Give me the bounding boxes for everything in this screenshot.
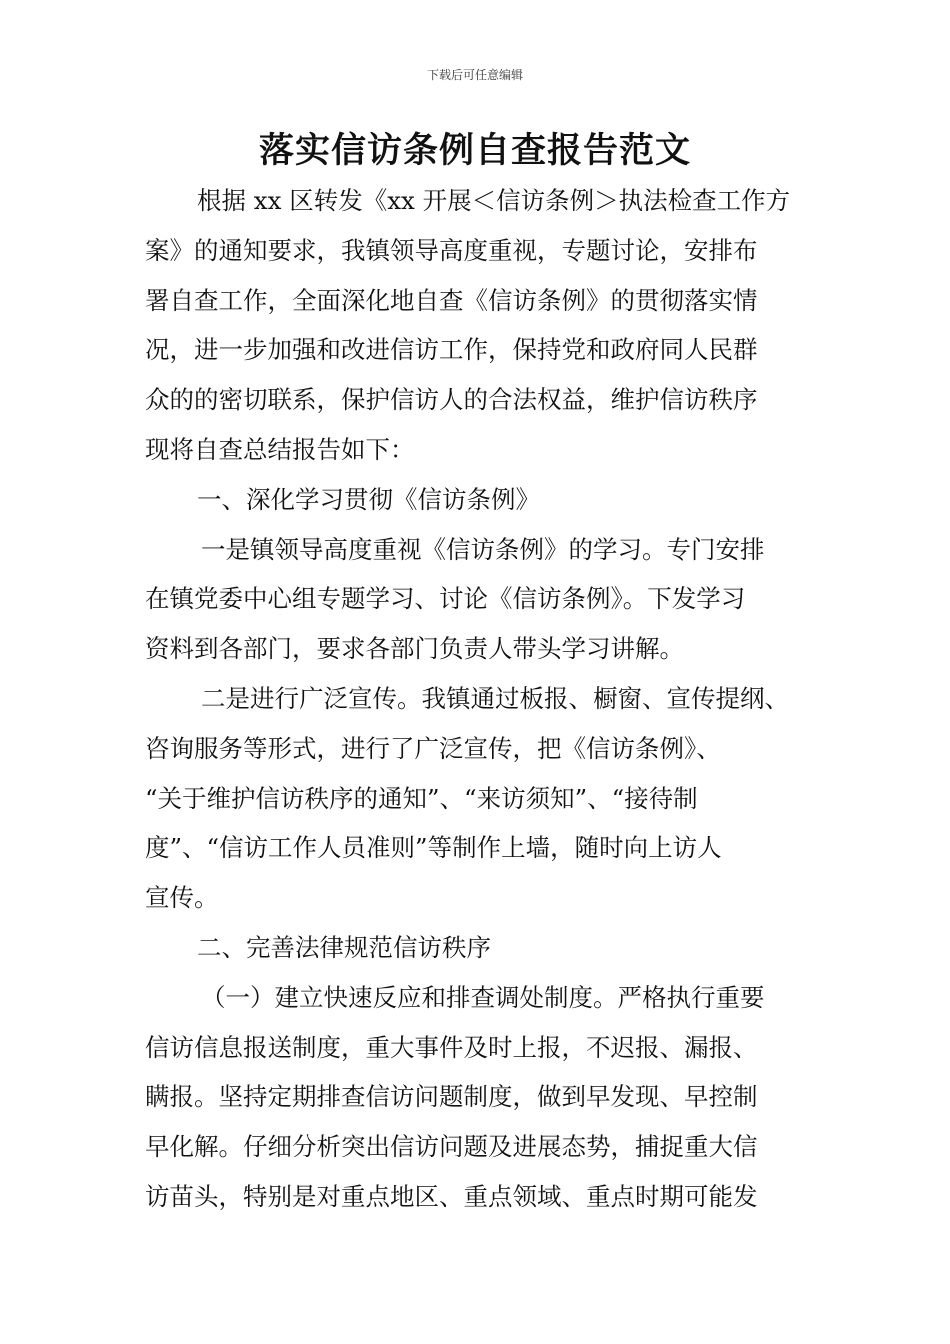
body-line: 访苗头，特别是对重点地区、重点领域、重点时期可能发 [145, 1181, 758, 1211]
body-line: 度”、“信访工作人员准则”等制作上墙，随时向上访人 [145, 833, 722, 863]
body-line: 根据 xx 区转发《xx 开展＜信访条例＞执法检查工作方 [197, 186, 791, 215]
body-line: 瞒报。坚持定期排查信访问题制度，做到早发现、早控制 [145, 1082, 758, 1112]
body-line: “关于维护信访秩序的通知”、“来访须知”、“接待制 [145, 783, 698, 813]
body-line: 众的的密切联系，保护信访人的合法权益，维护信访秩序 [145, 385, 758, 415]
body-line: （一）建立快速反应和排查调处制度。严格执行重要 [201, 982, 765, 1012]
section-heading: 二、完善法律规范信访秩序 [197, 932, 491, 962]
document-body [145, 176, 835, 1222]
body-line: 现将自查总结报告如下： [145, 434, 415, 464]
body-line: 二是进行广泛宣传。我镇通过板报、橱窗、宣传提纲、 [201, 683, 789, 713]
body-line: 宣传。 [145, 883, 219, 913]
body-line: 案》的通知要求，我镇领导高度重视，专题讨论，安排布 [145, 235, 758, 265]
section-heading: 一、深化学习贯彻《信访条例》 [197, 484, 540, 514]
body-line: 咨询服务等形式，进行了广泛宣传，把《信访条例》、 [145, 733, 721, 763]
body-line: 在镇党委中心组专题学习、讨论《信访条例》。下发学习 [145, 584, 746, 614]
body-line: 信访信息报送制度，重大事件及时上报，不迟报、漏报、 [145, 1032, 758, 1062]
body-line: 资料到各部门，要求各部门负责人带头学习讲解。 [145, 634, 684, 664]
body-line: 一是镇领导高度重视《信访条例》的学习。专门安排 [201, 534, 765, 564]
body-line: 早化解。仔细分析突出信访问题及进展态势，捕捉重大信 [145, 1132, 758, 1162]
document-title: 落实信访条例自查报告范文 [258, 131, 691, 171]
body-line: 署自查工作，全面深化地自查《信访条例》的贯彻落实情 [145, 285, 758, 315]
body-line: 况，进一步加强和改进信访工作，保持党和政府同人民群 [145, 335, 758, 365]
header-note: 下载后可任意编辑 [426, 68, 523, 82]
